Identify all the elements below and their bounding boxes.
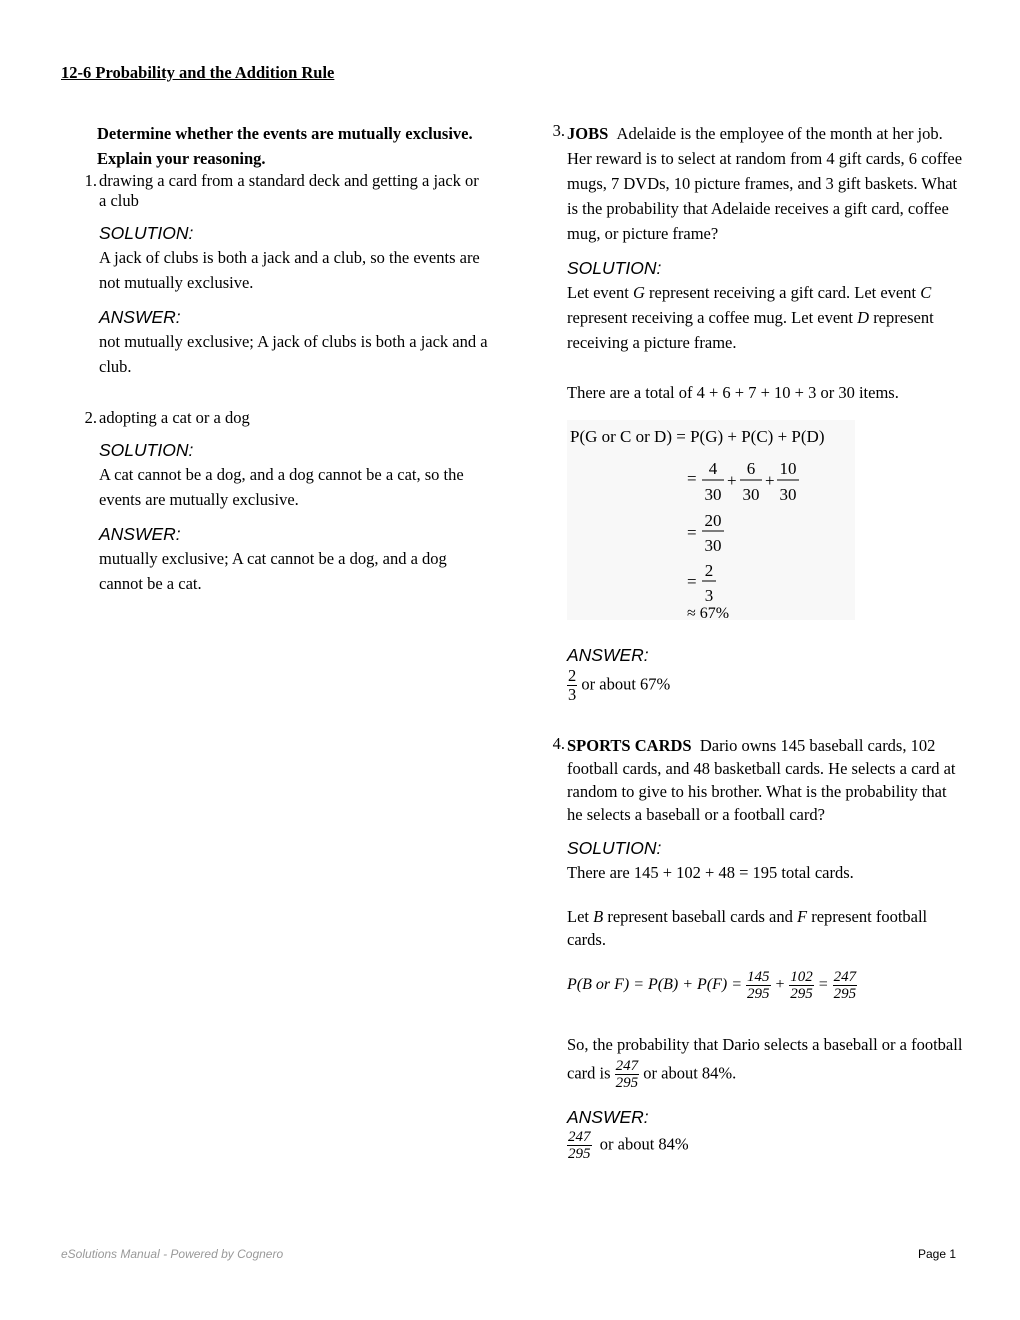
question-3 [546, 121, 966, 246]
plus-sign: + [774, 976, 786, 993]
addition-rule-equation [567, 966, 966, 1004]
directions: Determine whether the events are mutually exclusive. Explain your reasoning. [97, 124, 473, 168]
answer-fraction: $\frac{2}{3}$ [568, 666, 577, 704]
approx-value: ≈ 67% [687, 605, 730, 620]
equation-line-1: P(G or C or D) = P(G) + P(C) + P(D) [570, 427, 825, 446]
answer-text: $\frac{247}{295}$ or about 84% [568, 1129, 689, 1162]
svg-text:=: = [687, 523, 697, 542]
conclusion-text: So, the probability that Dario selects a baseball or a football card is $\frac{247}{295}$ or about 84%. [567, 1035, 963, 1091]
conclusion-fraction: $\frac{247}{295}$ [615, 1058, 639, 1091]
q4-solution-block [567, 836, 966, 951]
question-body: Adelaide is the employee of the month at her job. Her reward is to select at random from 4 gift cards, 6 coffee mugs, 7 DVDs, 10 picture frames, and 3 gift baskets. What is the probability that Adelaide receives a gift card, coffee mug, or picture frame? [567, 124, 963, 243]
equation-left-side: P(B or F) = P(B) + P(F) = [567, 976, 742, 993]
q3-solution-block [567, 256, 966, 405]
equals-sign: = [817, 976, 829, 993]
fraction-denominator: 30 [779, 485, 797, 504]
fraction-denominator: 30 [704, 485, 722, 504]
variable-c: C [920, 283, 932, 302]
question-number: 1. [84, 171, 97, 190]
fraction-numerator: 20 [704, 511, 722, 530]
solution-label: SOLUTION: [99, 223, 194, 243]
fraction-numerator: 4 [708, 459, 718, 478]
variable-f: F [797, 907, 808, 926]
question-keyword: JOBS [567, 124, 609, 143]
fraction-145-295: $\frac{145}{295}$ [747, 968, 770, 1002]
question-text: drawing a card from a standard deck and getting a jack or a club [99, 171, 479, 210]
total-items-text: There are a total of 4 + 6 + 7 + 10 + 3 or 30 items. [567, 383, 899, 402]
solution-label: SOLUTION: [567, 258, 662, 278]
question-number: 4. [552, 734, 565, 753]
footer-publisher: eSolutions Manual - Powered by Cognero [61, 1247, 284, 1261]
solution-text: A cat cannot be a dog, and a dog cannot be a cat, so the events are mutually exclusive. [99, 465, 464, 509]
svg-text:+: + [727, 471, 737, 490]
variable-g: G [632, 283, 645, 302]
answer-label: ANSWER: [99, 307, 181, 327]
total-cards-text: There are 145 + 102 + 48 = 195 total cards. [567, 863, 854, 882]
answer-text: $\frac{2}{3}$ or about 67% [568, 666, 671, 704]
question-text: adopting a cat or a dog [99, 408, 250, 427]
q4-conclusion-block [567, 1032, 966, 1162]
question-text [567, 734, 966, 826]
question-keyword: SPORTS CARDS [567, 736, 692, 755]
variable-b: B [593, 907, 604, 926]
q3-answer-block [567, 643, 966, 704]
probability-equation-image [567, 420, 855, 620]
page-title: 12-6 Probability and the Addition Rule [61, 63, 335, 82]
variable-definition-text: Let B represent baseball cards and F represent football cards. [567, 907, 928, 949]
variable-d: D [857, 308, 870, 327]
question-text [567, 121, 966, 246]
answer-text: mutually exclusive; A cat cannot be a dog, and a dog cannot be a cat. [99, 549, 447, 593]
solution-label: SOLUTION: [99, 440, 194, 460]
question-2 [78, 408, 488, 428]
fraction-denominator: 30 [704, 536, 722, 555]
answer-label: ANSWER: [99, 524, 181, 544]
question-4 [546, 734, 966, 826]
fraction-denominator: 3 [704, 586, 714, 605]
solution-text: Let event G represent receiving a gift card. Let event C represent receiving a coffee mug. Let event D represent receiving a picture frame. [567, 283, 934, 352]
q1-solution-block [99, 221, 488, 379]
fraction-numerator: 2 [704, 561, 714, 580]
answer-fraction: $\frac{247}{295}$ [568, 1129, 591, 1162]
solution-text: A jack of clubs is both a jack and a club, so the events are not mutually exclusive. [99, 248, 480, 292]
svg-text:+: + [765, 471, 775, 490]
fraction-247-295: $\frac{247}{295}$ [833, 968, 857, 1002]
fraction-numerator: 6 [746, 459, 756, 478]
fraction-102-295: $\frac{102}{295}$ [790, 968, 813, 1002]
fraction-numerator: 10 [779, 459, 797, 478]
svg-text:=: = [687, 572, 697, 591]
answer-label: ANSWER: [567, 645, 649, 665]
question-number: 3. [552, 121, 565, 140]
right-column [546, 121, 966, 1162]
question-number: 2. [84, 408, 97, 427]
answer-text: not mutually exclusive; A jack of clubs is both a jack and a club. [99, 332, 488, 376]
svg-text:=: = [687, 469, 697, 488]
question-1 [78, 171, 488, 211]
q2-solution-block [99, 438, 488, 596]
page-number: Page 1 [918, 1247, 957, 1261]
question-body: Dario owns 145 baseball cards, 102 football cards, and 48 basketball cards. He selects a card at random to give to his brother. What is the probability that he selects a baseball or a football card? [567, 736, 956, 824]
solution-label: SOLUTION: [567, 838, 662, 858]
answer-label: ANSWER: [567, 1107, 649, 1127]
left-column [78, 121, 488, 596]
fraction-denominator: 30 [742, 485, 760, 504]
